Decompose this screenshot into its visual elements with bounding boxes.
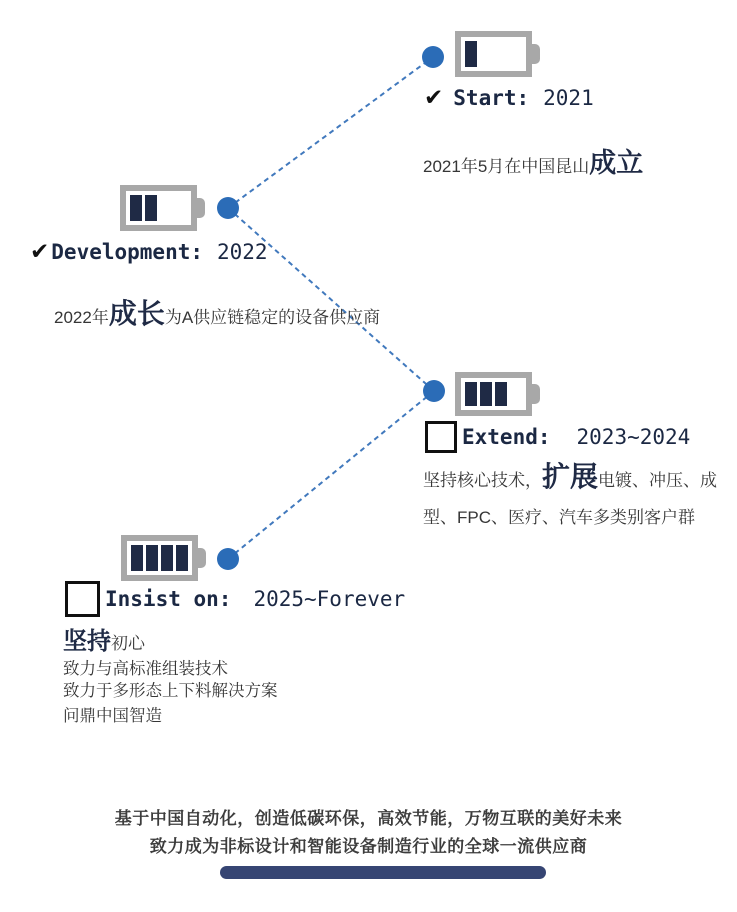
battery-icon-insist-on — [121, 535, 198, 581]
desc-text: 电镀、冲压、成型、FPC、医疗、汽车多类别客户群 — [423, 471, 718, 527]
milestone-label: Insist on: — [105, 587, 232, 611]
battery-cells — [465, 382, 522, 406]
battery-bar — [130, 195, 142, 221]
milestone-title-extend — [425, 420, 690, 454]
checkbox-icon — [65, 581, 100, 617]
desc-highlight: 成长 — [108, 298, 165, 329]
desc-text: 2022年 — [54, 308, 109, 327]
desc-highlight: 扩展 — [542, 461, 599, 492]
battery-bar — [131, 545, 143, 571]
connector-line — [228, 57, 433, 208]
milestone-label: Development: — [51, 240, 203, 264]
milestone-desc-extend — [423, 458, 737, 536]
footer-slogan-line2: 致力成为非标设计和智能设备制造行业的全球一流供应商 — [149, 837, 588, 856]
battery-icon-development — [120, 185, 197, 231]
battery-icon-start — [455, 31, 532, 77]
battery-bar — [146, 545, 158, 571]
desc-text: 初心 — [111, 634, 145, 653]
battery-cells — [130, 195, 187, 221]
desc-text: 坚持核心技术， — [423, 471, 542, 490]
battery-terminal — [530, 44, 540, 64]
milestone-desc-start — [423, 141, 643, 180]
milestone-label: Start: — [453, 86, 530, 110]
battery-bar — [495, 382, 507, 406]
battery-bar — [480, 382, 492, 406]
milestone-year: 2022 — [217, 240, 268, 264]
battery-bar — [161, 545, 173, 571]
footer-accent-bar — [220, 866, 546, 879]
milestone-label: Extend: — [462, 425, 551, 449]
milestone-year: 2021 — [543, 86, 594, 110]
milestone-detail-lines — [63, 658, 278, 727]
detail-line: 致力于多形态上下料解决方案 — [63, 682, 278, 700]
detail-line: 致力与高标准组装技术 — [63, 660, 228, 678]
desc-highlight: 成立 — [589, 148, 644, 178]
battery-terminal — [530, 384, 540, 404]
battery-bar — [176, 545, 188, 571]
desc-text: 为A供应链稳定的设备供应商 — [164, 308, 381, 327]
battery-bar — [465, 41, 477, 67]
check-icon: ✔ — [30, 238, 50, 265]
timeline-dot — [422, 46, 444, 68]
timeline-dot — [217, 548, 239, 570]
check-icon: ✔ — [424, 84, 444, 111]
timeline-dot — [423, 380, 445, 402]
milestone-title-start — [424, 86, 594, 110]
battery-icon-extend — [455, 372, 532, 416]
detail-line: 问鼎中国智造 — [63, 707, 162, 725]
battery-cells — [131, 545, 188, 571]
milestone-title-development — [30, 240, 268, 264]
battery-terminal — [196, 548, 206, 568]
desc-highlight: 坚持 — [63, 628, 111, 655]
milestone-year: 2025~Forever — [253, 587, 406, 611]
battery-cells — [465, 41, 522, 67]
checkbox-icon — [425, 421, 457, 453]
milestone-desc-development — [54, 292, 380, 332]
desc-text: 2021年5月在中国昆山 — [423, 157, 590, 176]
battery-bar — [145, 195, 157, 221]
battery-terminal — [195, 198, 205, 218]
milestone-title-insist-on — [65, 580, 405, 618]
milestone-desc-insist-on — [63, 621, 145, 656]
battery-bar — [465, 382, 477, 406]
milestone-year: 2023~2024 — [576, 425, 691, 449]
timeline-dot — [217, 197, 239, 219]
connector-line — [228, 391, 434, 559]
footer-slogan-line1: 基于中国自动化，创造低碳环保，高效节能，万物互联的美好未来 — [114, 809, 623, 828]
